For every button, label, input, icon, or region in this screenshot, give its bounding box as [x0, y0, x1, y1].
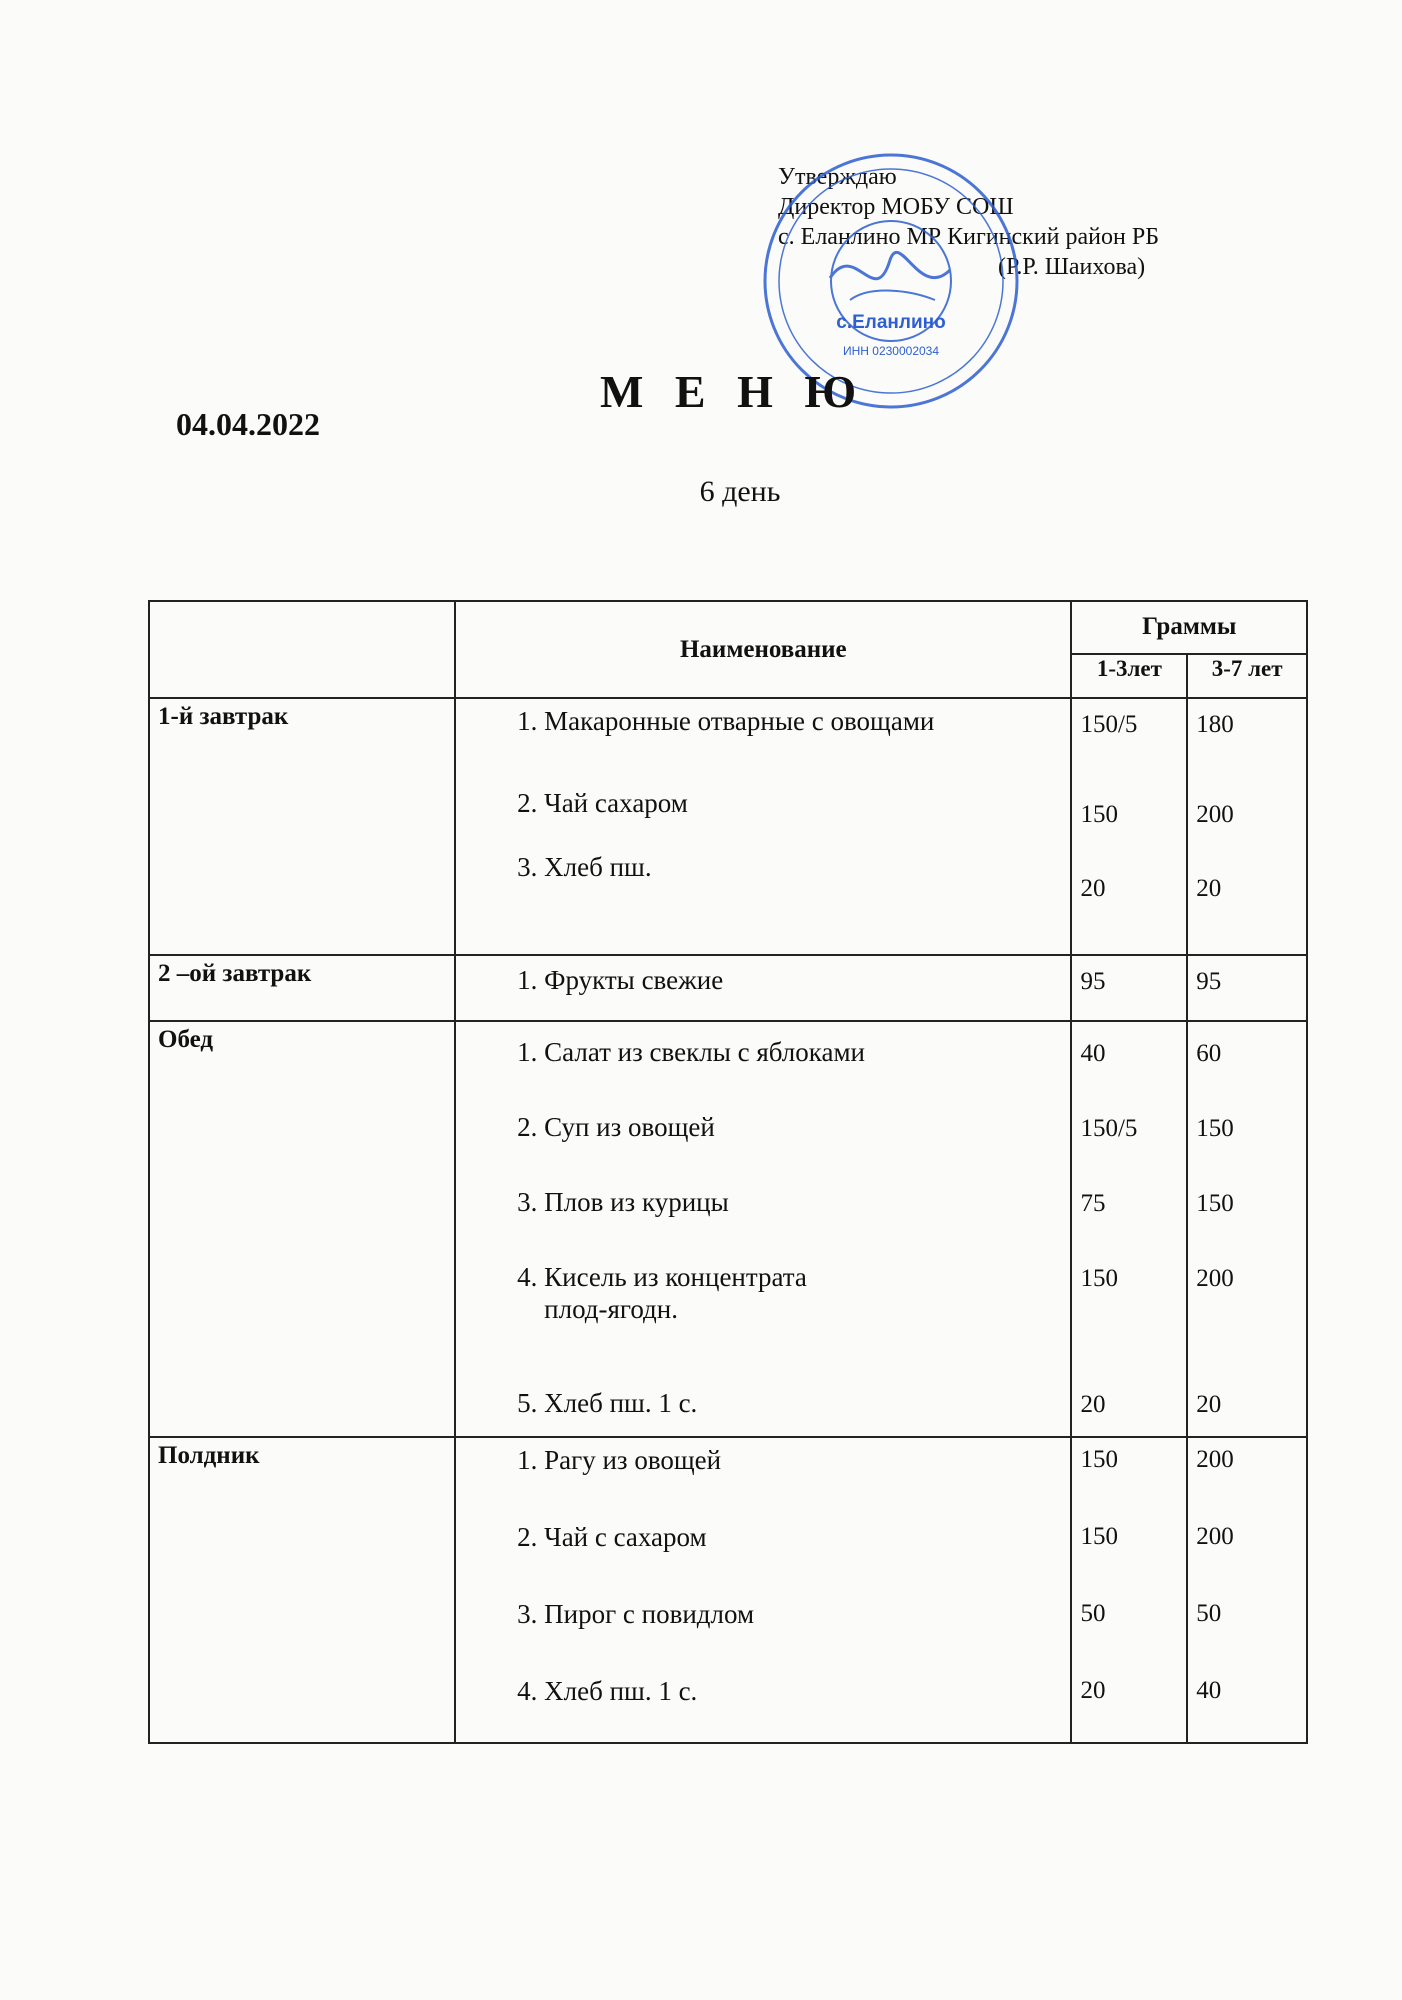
dish-list [455, 698, 1071, 955]
grams-value: 150 [1196, 1190, 1234, 1217]
dish-list [455, 1021, 1071, 1437]
header-age-1: 1-3лет [1071, 654, 1187, 698]
grams-value: 95 [1080, 968, 1106, 995]
meal-name: 1-й завтрак [149, 698, 455, 955]
list-item: 1. Рагу из овощей [544, 1444, 1060, 1476]
grams-value: 150/5 [1080, 711, 1138, 738]
grams-value: 20 [1080, 1391, 1106, 1418]
menu-date: 04.04.2022 [176, 406, 320, 442]
grams-col-2 [1187, 1437, 1307, 1743]
meal-name: Полдник [149, 1437, 455, 1743]
meal-name: Обед [149, 1021, 455, 1437]
list-item: 3. Пирог с повидлом [544, 1598, 1060, 1630]
list-item: 1. Фрукты свежие [544, 964, 1060, 996]
grams-value: 150 [1080, 1265, 1118, 1292]
header-grams: Граммы [1071, 601, 1307, 654]
table-header-row [149, 601, 1307, 654]
list-item: 4. Кисель из концентрата плод-ягодн. [544, 1261, 1060, 1325]
grams-col-1 [1071, 698, 1187, 955]
grams-value: 180 [1196, 711, 1234, 738]
grams-value: 75 [1080, 1190, 1106, 1217]
table-row [149, 698, 1307, 955]
grams-col-2 [1187, 698, 1307, 955]
grams-col-1 [1071, 1437, 1187, 1743]
approval-signer: (Р.Р. Шаихова) [998, 254, 1146, 280]
menu-table [148, 600, 1308, 1744]
dish-list [455, 1437, 1071, 1743]
header-age-2: 3-7 лет [1187, 654, 1307, 698]
stamp-inn-text: ИНН 0230002034 [842, 344, 940, 358]
grams-value: 40 [1196, 1677, 1222, 1704]
list-item: 2. Чай с сахаром [544, 1521, 1060, 1553]
table-row [149, 1021, 1307, 1437]
approval-line-3: с. Еланлино МР Кигинский район РБ [778, 224, 1159, 250]
grams-value: 150 [1196, 1115, 1234, 1142]
page-title: М Е Н Ю [600, 366, 867, 417]
table-row [149, 955, 1307, 1021]
grams-value: 40 [1080, 1040, 1106, 1067]
grams-col-1 [1071, 955, 1187, 1021]
grams-col-1 [1071, 1021, 1187, 1437]
list-item: 1. Салат из свеклы с яблоками [544, 1036, 1060, 1068]
grams-value: 50 [1080, 1600, 1106, 1627]
grams-value: 20 [1196, 875, 1222, 902]
approval-line-2: Директор МОБУ СОШ [778, 194, 1014, 220]
list-item: 3. Плов из курицы [544, 1186, 1060, 1218]
grams-col-2 [1187, 1021, 1307, 1437]
list-item: 4. Хлеб пш. 1 с. [544, 1675, 1060, 1707]
grams-value: 200 [1196, 1446, 1234, 1473]
list-item: 5. Хлеб пш. 1 с. [544, 1387, 1060, 1419]
grams-value: 50 [1196, 1600, 1222, 1627]
dish-list [455, 955, 1071, 1021]
list-item: 3. Хлеб пш. [544, 851, 1060, 883]
grams-value: 200 [1196, 801, 1234, 828]
grams-value: 150 [1080, 801, 1118, 828]
meal-name: 2 –ой завтрак [149, 955, 455, 1021]
grams-value: 60 [1196, 1040, 1222, 1067]
list-item: 2. Чай сахаром [544, 787, 1060, 819]
table-row [149, 1437, 1307, 1743]
grams-value: 95 [1196, 968, 1222, 995]
approval-line-1: Утверждаю [778, 164, 897, 190]
grams-value: 150/5 [1080, 1115, 1138, 1142]
list-item: 1. Макаронные отварные с овощами [544, 705, 1060, 737]
grams-value: 20 [1080, 875, 1106, 902]
header-name: Наименование [455, 601, 1071, 698]
grams-col-2 [1187, 955, 1307, 1021]
grams-value: 200 [1196, 1523, 1234, 1550]
grams-value: 150 [1080, 1446, 1118, 1473]
grams-value: 150 [1080, 1523, 1118, 1550]
grams-value: 20 [1196, 1391, 1222, 1418]
grams-value: 200 [1196, 1265, 1234, 1292]
header-empty-cell [149, 601, 455, 698]
list-item: 2. Суп из овощей [544, 1111, 1060, 1143]
stamp-center-text: с.Еланлино [836, 312, 946, 333]
grams-value: 20 [1080, 1677, 1106, 1704]
day-label: 6 день [699, 475, 781, 508]
